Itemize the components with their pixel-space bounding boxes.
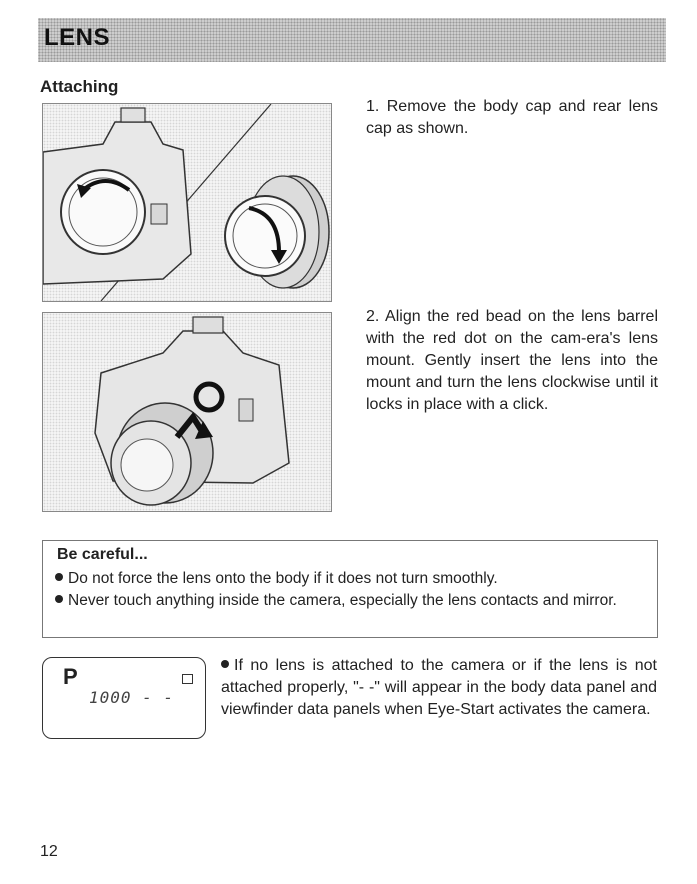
camera-button-shape	[239, 399, 253, 421]
section-header-band	[38, 18, 666, 62]
camera-prism-shape	[193, 317, 223, 333]
camera-prism-shape	[121, 108, 145, 122]
page-number: 12	[40, 843, 58, 860]
panel-square-icon	[182, 674, 193, 684]
no-lens-note-text: If no lens is attached to the camera or if the lens is not attached properly, "- -" will appear in the body data panel and viewfinder data panels when Eye-Start activates the camera.	[221, 657, 657, 718]
bullet-icon	[55, 595, 63, 603]
figure-remove-caps	[42, 103, 332, 302]
page-title: LENS	[44, 24, 111, 51]
step-mount-lens: 2. Align the red bead on the lens barrel with the red dot on the cam-era's lens mount. Gently insert the lens into the mount and turn the lens clockwise until it locks in place with a click.	[366, 308, 658, 413]
caution-box	[42, 540, 658, 638]
remove-caps-illustration	[43, 104, 331, 301]
caution-title: Be careful...	[57, 546, 148, 563]
panel-readout: 1000 - -	[89, 688, 175, 707]
body-data-panel	[42, 657, 206, 739]
lens-glass-shape	[121, 439, 173, 491]
mount-lens-illustration	[43, 313, 331, 511]
caution-list	[55, 568, 651, 612]
rear-lens-cap-shape	[225, 196, 305, 276]
caution-item	[55, 590, 651, 612]
caution-item-text: Do not force the lens onto the body if it does not turn smoothly.	[68, 570, 498, 587]
no-lens-note	[221, 655, 657, 721]
panel-mode-indicator: P	[63, 664, 78, 689]
section-heading: Attaching	[40, 77, 119, 96]
bullet-icon	[55, 573, 63, 581]
camera-button-shape	[151, 204, 167, 224]
caution-item-text: Never touch anything inside the camera, especially the lens contacts and mirror.	[68, 592, 617, 609]
bullet-icon	[221, 660, 229, 668]
figure-mount-lens	[42, 312, 332, 512]
caution-item	[55, 568, 651, 590]
step-remove-caps: 1. Remove the body cap and rear lens cap as shown.	[366, 98, 658, 137]
